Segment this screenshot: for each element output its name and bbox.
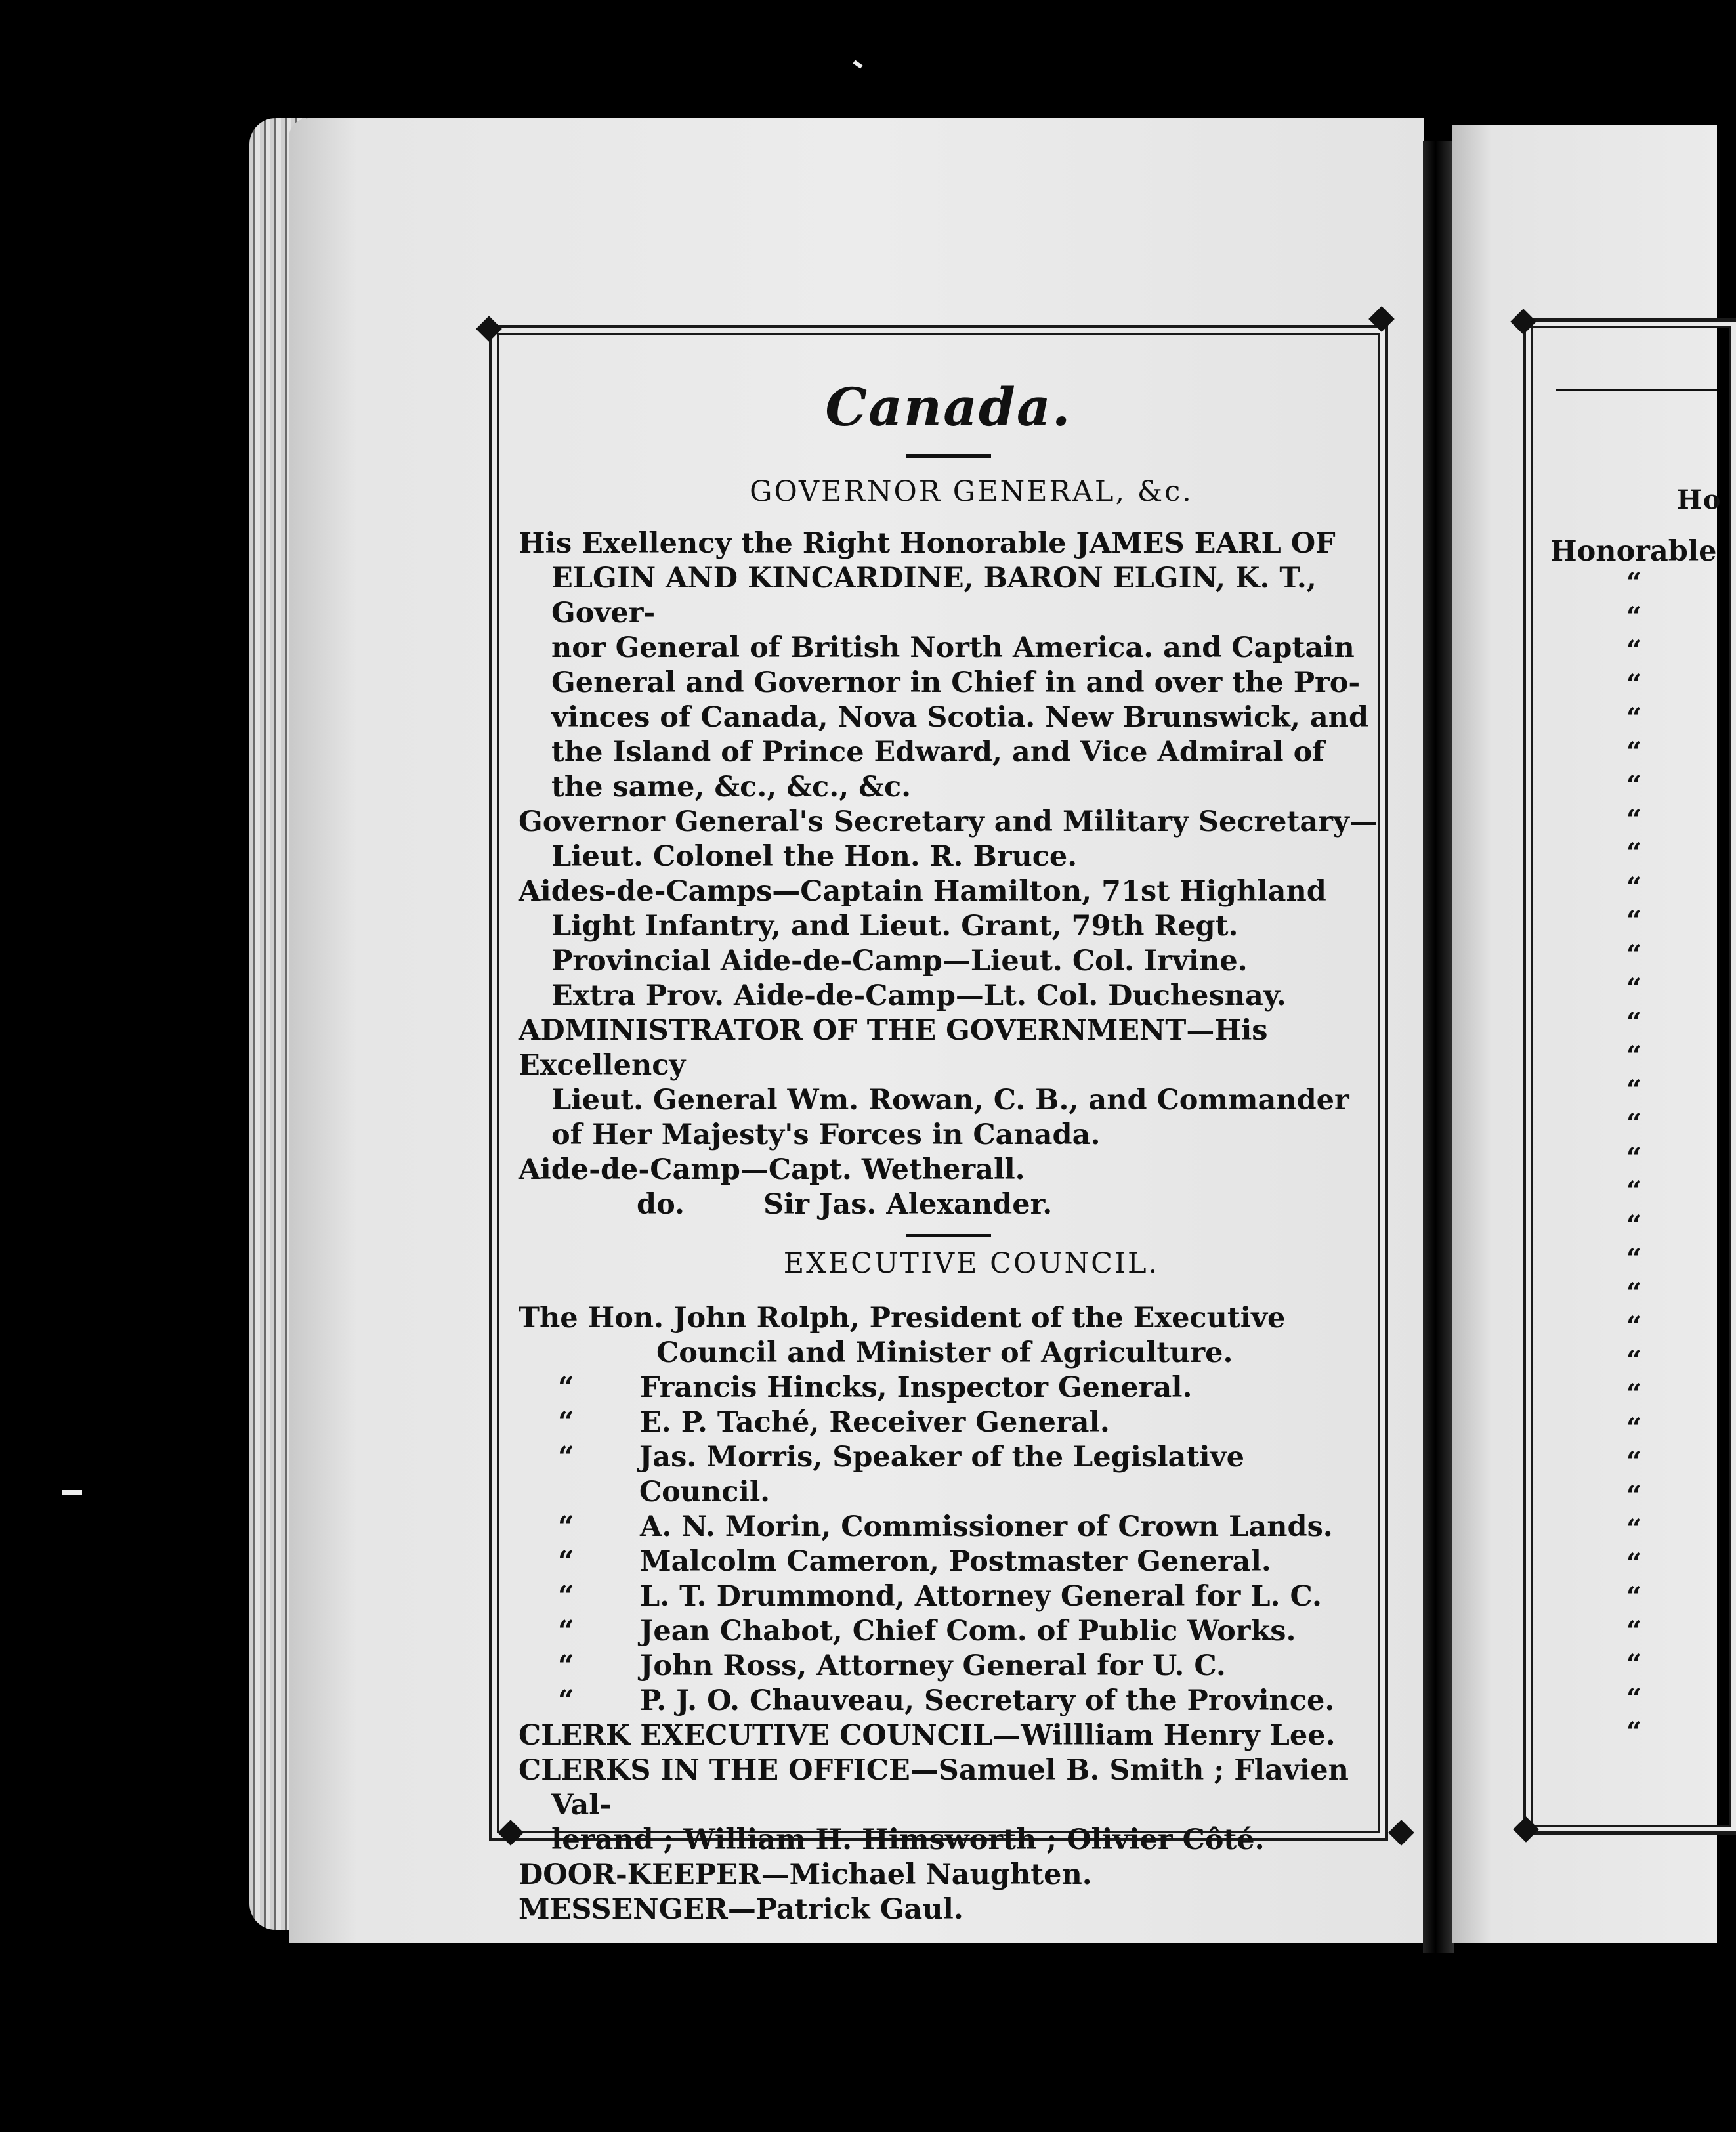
- right-ditto-mark: “: [1626, 601, 1642, 632]
- right-ditto-mark: “: [1626, 1040, 1642, 1071]
- right-ditto-mark: “: [1626, 567, 1642, 598]
- right-ditto-mark: “: [1626, 905, 1642, 936]
- dust-speck: [853, 60, 863, 69]
- right-ditto-mark: “: [1626, 1682, 1642, 1714]
- clerks-office-cont: lerand ; William H. Himsworth ; Olivier Côté.: [551, 1823, 1265, 1856]
- council-member-text: Jas. Morris, Speaker of the Legislative Council.: [639, 1441, 1244, 1508]
- right-ditto-mark: “: [1626, 668, 1642, 700]
- ditto-mark: “: [558, 1406, 574, 1439]
- clerk-line: [519, 1718, 1378, 1753]
- ditto-mark: “: [558, 1545, 574, 1578]
- messenger-role: MESSENGER: [519, 1893, 728, 1926]
- ditto-mark: “: [558, 1615, 574, 1648]
- door-keeper-line: [519, 1858, 1378, 1892]
- paragraph-cont-line: of Her Majesty's Forces in Canada.: [551, 1119, 1101, 1151]
- section-heading-governor: GOVERNOR GENERAL, &c.: [750, 475, 1193, 508]
- council-member-row: [519, 1545, 1378, 1579]
- door-keeper-name: —Michael Naughten.: [761, 1858, 1092, 1891]
- ditto-do: do.: [637, 1188, 685, 1221]
- right-ditto-mark: “: [1626, 973, 1642, 1004]
- council-member-row: [519, 1510, 1378, 1545]
- ditto-mark: “: [558, 1371, 574, 1404]
- right-first-word: Honorable: [1550, 535, 1717, 568]
- council-member-row: [519, 1371, 1378, 1405]
- council-member-text: Francis Hincks, Inspector General.: [640, 1371, 1193, 1404]
- right-ditto-mark: “: [1626, 1277, 1642, 1308]
- paragraph-cont-line: Lieut. Colonel the Hon. R. Bruce.: [551, 840, 1078, 873]
- right-ditto-mark: “: [1626, 1716, 1642, 1747]
- council-member-row: [519, 1440, 1378, 1510]
- book-gutter: [1423, 141, 1454, 1953]
- paragraph-cont-line: Light Infantry, and Lieut. Grant, 79th Regt.: [551, 910, 1238, 943]
- paragraph-cont-line: ELGIN AND KINCARDINE, BARON ELGIN, K. T., Gover-: [551, 562, 1317, 629]
- council-first-line: The Hon. John Rolph, President of the Executive: [519, 1302, 1286, 1334]
- page-title: Canada.: [825, 376, 1072, 438]
- right-ditto-mark: “: [1626, 1514, 1642, 1545]
- governor-paragraphs: [519, 526, 1378, 1187]
- council-member-row: [519, 1579, 1378, 1614]
- section-heading-executive: EXECUTIVE COUNCIL.: [783, 1247, 1160, 1280]
- right-title-rule: [1556, 389, 1717, 391]
- right-ditto-mark: “: [1626, 939, 1642, 970]
- right-ditto-mark: “: [1626, 1378, 1642, 1409]
- clerks-office-role: CLERKS IN THE OFFICE: [519, 1754, 910, 1787]
- right-ditto-mark: “: [1626, 1581, 1642, 1612]
- council-member-text: E. P. Taché, Receiver General.: [640, 1406, 1110, 1439]
- council-member-text: P. J. O. Chauveau, Secretary of the Province.: [640, 1684, 1335, 1717]
- right-ditto-mark: “: [1626, 1480, 1642, 1511]
- council-member-text: Jean Chabot, Chief Com. of Public Works.: [640, 1615, 1296, 1648]
- paragraph-cont-line: the same, &c., &c., &c.: [551, 771, 912, 803]
- paragraph-cont-line: General and Governor in Chief in and over the Pro-: [551, 666, 1361, 699]
- clerk-name: —Willliam Henry Lee.: [992, 1719, 1336, 1752]
- paragraph-line: Aides-de-Camps—Captain Hamilton, 71st Highland: [519, 875, 1326, 908]
- door-keeper-role: DOOR-KEEPER: [519, 1858, 761, 1891]
- right-ditto-mark: “: [1626, 803, 1642, 835]
- right-ditto-mark: “: [1626, 1141, 1642, 1173]
- paragraph-cont-line: vinces of Canada, Nova Scotia. New Brunswick, and: [551, 701, 1369, 734]
- right-ditto-mark: “: [1626, 838, 1642, 868]
- paragraph-cont-line: Provincial Aide-de-Camp—Lieut. Col. Irvine.: [551, 945, 1248, 977]
- paragraph-cont-line: the Island of Prince Edward, and Vice Admiral of: [551, 736, 1324, 769]
- messenger-line: [519, 1892, 1378, 1927]
- section-rule: [906, 1234, 991, 1237]
- right-ditto-mark: “: [1626, 1243, 1642, 1274]
- messenger-name: —Patrick Gaul.: [727, 1893, 963, 1926]
- right-ditto-mark: “: [1626, 1108, 1642, 1139]
- clerks-office-line1: —Samuel B. Smith ; Flavien Val-: [551, 1754, 1349, 1822]
- right-ditto-mark: “: [1626, 1446, 1642, 1477]
- council-member-row: [519, 1684, 1378, 1718]
- right-ditto-mark: “: [1626, 1006, 1642, 1038]
- right-ditto-mark: “: [1626, 1412, 1642, 1443]
- right-ditto-mark: “: [1626, 635, 1642, 666]
- right-ditto-column: [1626, 566, 1653, 1749]
- ditto-mark: “: [558, 1650, 574, 1682]
- clerk-role: CLERK EXECUTIVE COUNCIL: [519, 1719, 993, 1752]
- council-member-row: [519, 1614, 1378, 1649]
- dust-speck: [62, 1490, 82, 1495]
- right-ditto-mark: “: [1626, 1311, 1642, 1342]
- do-line: [519, 1187, 1378, 1222]
- title-rule: [906, 454, 991, 458]
- right-ditto-mark: “: [1626, 1649, 1642, 1680]
- council-member-text: Malcolm Cameron, Postmaster General.: [640, 1545, 1271, 1578]
- council-member-text: L. T. Drummond, Attorney General for L. C.: [640, 1580, 1322, 1613]
- ditto-mark: “: [558, 1684, 574, 1717]
- paragraph-line: ADMINISTRATOR OF THE GOVERNMENT—His Excellency: [519, 1014, 1268, 1082]
- right-ditto-mark: “: [1626, 1176, 1642, 1206]
- right-ditto-mark: “: [1626, 736, 1642, 767]
- council-member-row: [519, 1405, 1378, 1440]
- paragraph-cont-line: Extra Prov. Aide-de-Camp—Lt. Col. Duchesnay.: [551, 979, 1286, 1012]
- right-ditto-mark: “: [1626, 1074, 1642, 1105]
- right-ditto-mark: “: [1626, 1209, 1642, 1241]
- council-member-row: [519, 1649, 1378, 1684]
- ditto-mark: “: [558, 1441, 574, 1474]
- paragraph-cont-line: Lieut. General Wm. Rowan, C. B., and Commander: [551, 1084, 1349, 1117]
- left-page-content: [519, 368, 1378, 1927]
- council-first-cont: Council and Minister of Agriculture.: [656, 1336, 1233, 1369]
- paragraph-cont-line: nor General of British North America. and Captain: [551, 631, 1355, 664]
- paragraph-line: Governor General's Secretary and Military Secretary—: [519, 805, 1378, 838]
- right-heading-fragment: Ho: [1677, 484, 1722, 515]
- council-members: [519, 1371, 1378, 1718]
- paragraph-line: Aide-de-Camp—Capt. Wetherall.: [519, 1153, 1025, 1186]
- do-name: Sir Jas. Alexander.: [763, 1188, 1053, 1221]
- right-ditto-mark: “: [1626, 770, 1642, 801]
- right-ditto-mark: “: [1626, 871, 1642, 903]
- right-ditto-mark: “: [1626, 1547, 1642, 1579]
- paragraph-line: His Exellency the Right Honorable JAMES EARL OF: [519, 527, 1336, 560]
- right-ditto-mark: “: [1626, 1615, 1642, 1646]
- clerks-office-line: [519, 1753, 1378, 1823]
- ditto-mark: “: [558, 1580, 574, 1613]
- right-ditto-mark: “: [1626, 1344, 1642, 1376]
- council-member-text: John Ross, Attorney General for U. C.: [640, 1650, 1226, 1682]
- right-ditto-mark: “: [1626, 702, 1642, 733]
- ditto-mark: “: [558, 1510, 574, 1543]
- council-member-text: A. N. Morin, Commissioner of Crown Lands.: [640, 1510, 1333, 1543]
